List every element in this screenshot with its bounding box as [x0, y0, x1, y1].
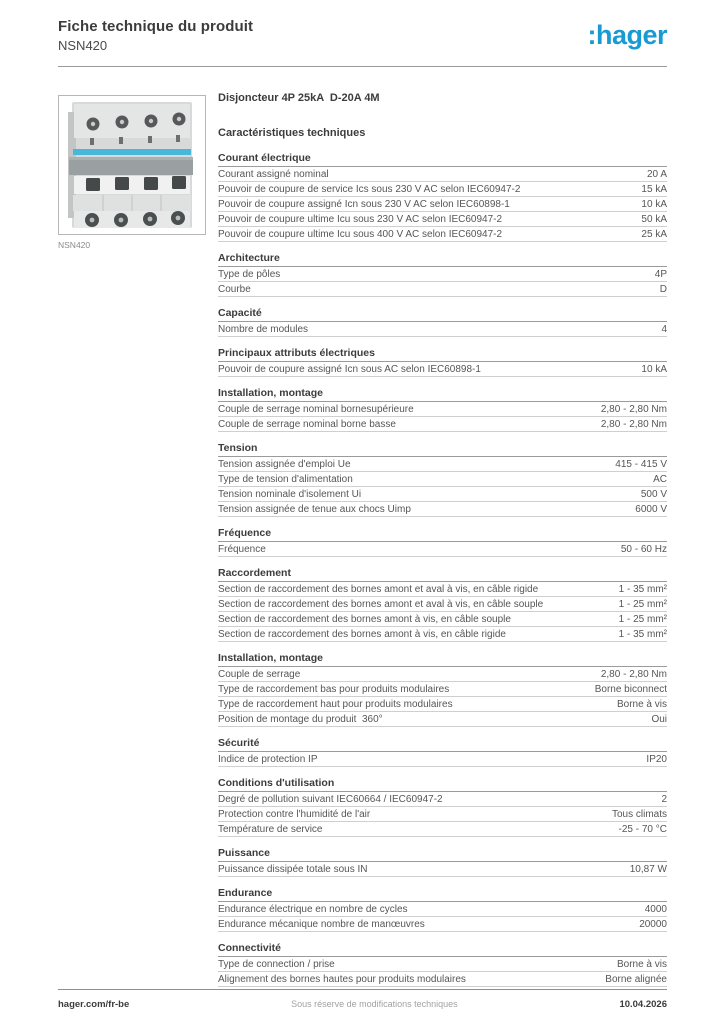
spec-row-value: Borne alignée: [605, 973, 667, 985]
product-photo-column: [58, 95, 206, 250]
spec-row: [218, 822, 667, 837]
spec-section: [218, 777, 667, 837]
spec-row: [218, 667, 667, 682]
spec-row-label: Couple de serrage: [218, 668, 301, 680]
spec-section-title: Installation, montage: [218, 652, 667, 667]
spec-row-label: Alignement des bornes hautes pour produits modulaires: [218, 973, 466, 985]
spec-row-label: Section de raccordement des bornes amont à vis, en câble rigide: [218, 628, 506, 640]
spec-row: [218, 542, 667, 557]
spec-row: [218, 582, 667, 597]
spec-row-label: Puissance dissipée totale sous IN: [218, 863, 368, 875]
hager-logo: :hager: [587, 20, 667, 50]
spec-row-value: 4: [661, 323, 667, 335]
spec-row-value: Borne à vis: [616, 698, 667, 710]
spec-row: [218, 627, 667, 642]
spec-row-value: 500 V: [640, 488, 667, 500]
spec-row: [218, 267, 667, 282]
photo-caption: NSN420: [58, 240, 91, 250]
spec-row-label: Indice de protection IP: [218, 753, 318, 765]
spec-row-label: Degré de pollution suivant IEC60664 / IEC60947-2: [218, 793, 443, 805]
spec-section: [218, 387, 667, 432]
spec-row-value: 10,87 W: [629, 863, 667, 875]
spec-row-value: 2,80 - 2,80 Nm: [600, 668, 667, 680]
spec-row-value: 6000 V: [635, 503, 667, 515]
spec-row-value: 1 - 35 mm²: [618, 628, 667, 640]
circuit-breaker-illustration: [59, 96, 205, 234]
characteristics-heading: Caractéristiques techniques: [218, 127, 366, 139]
spec-section: [218, 152, 667, 242]
spec-row-label: Fréquence: [218, 543, 266, 555]
spec-row-value: D: [659, 283, 667, 295]
page-header: [58, 18, 667, 53]
product-name: Disjoncteur 4P 25kA D-20A 4M: [218, 92, 380, 104]
spec-row-value: Tous climats: [611, 808, 667, 820]
spec-row-label: Couple de serrage nominal bornesupérieure: [218, 403, 414, 415]
product-image: [58, 95, 206, 235]
spec-row: [218, 862, 667, 877]
spec-row: [218, 197, 667, 212]
spec-row: [218, 402, 667, 417]
spec-row-label: Endurance électrique en nombre de cycles: [218, 903, 408, 915]
spec-row-value: 15 kA: [641, 183, 667, 195]
spec-row-label: Section de raccordement des bornes amont et aval à vis, en câble souple: [218, 598, 544, 610]
spec-row-label: Courbe: [218, 283, 251, 295]
spec-row-label: Courant assigné nominal: [218, 168, 329, 180]
spec-row-value: 1 - 35 mm²: [618, 583, 667, 595]
spec-row-value: IP20: [646, 753, 667, 765]
spec-row: [218, 487, 667, 502]
spec-row-label: Pouvoir de coupure assigné Icn sous AC selon IEC60898-1: [218, 363, 481, 375]
spec-section-title: Installation, montage: [218, 387, 667, 402]
spec-row: [218, 972, 667, 987]
spec-row-label: Tension assignée d'emploi Ue: [218, 458, 351, 470]
page-title: Fiche technique du produit: [58, 18, 254, 35]
spec-row-label: Pouvoir de coupure ultime Icu sous 400 V AC selon IEC60947-2: [218, 228, 503, 240]
spec-row: [218, 697, 667, 712]
spec-row-label: Type de tension d'alimentation: [218, 473, 353, 485]
spec-row-value: 1 - 25 mm²: [618, 598, 667, 610]
spec-row-value: 2,80 - 2,80 Nm: [600, 418, 667, 430]
spec-section-title: Raccordement: [218, 567, 667, 582]
spec-row-label: Section de raccordement des bornes amont à vis, en câble souple: [218, 613, 511, 625]
spec-row: [218, 612, 667, 627]
spec-row-value: 2: [661, 793, 667, 805]
spec-row-value: 10 kA: [641, 198, 667, 210]
footer-disclaimer: Sous réserve de modifications techniques: [291, 999, 458, 1009]
page-footer: [58, 989, 667, 1010]
spec-row: [218, 212, 667, 227]
spec-row: [218, 362, 667, 377]
spec-row-label: Pouvoir de coupure assigné Icn sous 230 V AC selon IEC60898-1: [218, 198, 510, 210]
spec-row-value: Borne biconnect: [594, 683, 667, 695]
spec-section: [218, 652, 667, 727]
spec-sections: [218, 152, 667, 987]
spec-row-value: 25 kA: [641, 228, 667, 240]
spec-row: [218, 502, 667, 517]
spec-row: [218, 917, 667, 932]
spec-row-value: 10 kA: [641, 363, 667, 375]
spec-section: [218, 307, 667, 337]
spec-row: [218, 182, 667, 197]
spec-section-title: Endurance: [218, 887, 667, 902]
spec-section: [218, 567, 667, 642]
spec-section-title: Fréquence: [218, 527, 667, 542]
spec-row-value: 4000: [644, 903, 667, 915]
spec-row: [218, 807, 667, 822]
spec-row-label: Nombre de modules: [218, 323, 309, 335]
spec-section-title: Capacité: [218, 307, 667, 322]
spec-section-title: Courant électrique: [218, 152, 667, 167]
spec-row-label: Tension assignée de tenue aux chocs Uimp: [218, 503, 411, 515]
spec-section-title: Connectivité: [218, 942, 667, 957]
spec-row-value: 20000: [639, 918, 667, 930]
spec-row-value: Oui: [651, 713, 667, 725]
spec-row-label: Pouvoir de coupure ultime Icu sous 230 V AC selon IEC60947-2: [218, 213, 503, 225]
spec-column: [218, 92, 667, 997]
spec-row: [218, 792, 667, 807]
spec-section: [218, 347, 667, 377]
spec-row-value: 50 - 60 Hz: [620, 543, 667, 555]
spec-row-value: Borne à vis: [616, 958, 667, 970]
spec-section: [218, 527, 667, 557]
spec-section: [218, 442, 667, 517]
spec-row-value: -25 - 70 °C: [618, 823, 667, 835]
spec-row-value: 1 - 25 mm²: [618, 613, 667, 625]
spec-row-label: Température de service: [218, 823, 323, 835]
spec-row: [218, 227, 667, 242]
spec-row-value: 20 A: [646, 168, 667, 180]
spec-row-value: 50 kA: [641, 213, 667, 225]
footer-date: 10.04.2026: [619, 999, 667, 1010]
spec-section: [218, 942, 667, 987]
spec-section: [218, 847, 667, 877]
product-reference: NSN420: [58, 38, 108, 53]
header-divider: [58, 66, 667, 67]
spec-row-label: Type de connection / prise: [218, 958, 335, 970]
spec-section: [218, 887, 667, 932]
spec-row-label: Type de raccordement bas pour produits modulaires: [218, 683, 450, 695]
spec-row-label: Protection contre l'humidité de l'air: [218, 808, 371, 820]
spec-row: [218, 597, 667, 612]
spec-row-label: Pouvoir de coupure de service Ics sous 230 V AC selon IEC60947-2: [218, 183, 521, 195]
spec-row-value: 415 - 415 V: [615, 458, 667, 470]
spec-section-title: Tension: [218, 442, 667, 457]
spec-row-label: Type de pôles: [218, 268, 281, 280]
spec-section: [218, 737, 667, 767]
spec-row: [218, 167, 667, 182]
spec-row-label: Type de raccordement haut pour produits modulaires: [218, 698, 453, 710]
spec-row: [218, 902, 667, 917]
spec-row: [218, 712, 667, 727]
spec-row: [218, 417, 667, 432]
spec-row: [218, 282, 667, 297]
spec-row: [218, 682, 667, 697]
spec-row: [218, 457, 667, 472]
spec-row: [218, 957, 667, 972]
spec-row-label: Couple de serrage nominal borne basse: [218, 418, 396, 430]
spec-section: [218, 252, 667, 297]
spec-section-title: Architecture: [218, 252, 667, 267]
footer-website-link[interactable]: hager.com/fr-be: [58, 999, 130, 1010]
spec-row-label: Position de montage du produit 360°: [218, 713, 383, 725]
spec-section-title: Principaux attributs électriques: [218, 347, 667, 362]
spec-row-label: Endurance mécanique nombre de manœuvres: [218, 918, 425, 930]
spec-row-value: 2,80 - 2,80 Nm: [600, 403, 667, 415]
spec-section-title: Sécurité: [218, 737, 667, 752]
spec-section-title: Puissance: [218, 847, 667, 862]
spec-row: [218, 472, 667, 487]
spec-row-label: Tension nominale d'isolement Ui: [218, 488, 362, 500]
spec-row-value: 4P: [654, 268, 667, 280]
spec-row: [218, 752, 667, 767]
spec-section-title: Conditions d'utilisation: [218, 777, 667, 792]
spec-row-label: Section de raccordement des bornes amont et aval à vis, en câble rigide: [218, 583, 539, 595]
spec-row-value: AC: [653, 473, 667, 485]
spec-row: [218, 322, 667, 337]
